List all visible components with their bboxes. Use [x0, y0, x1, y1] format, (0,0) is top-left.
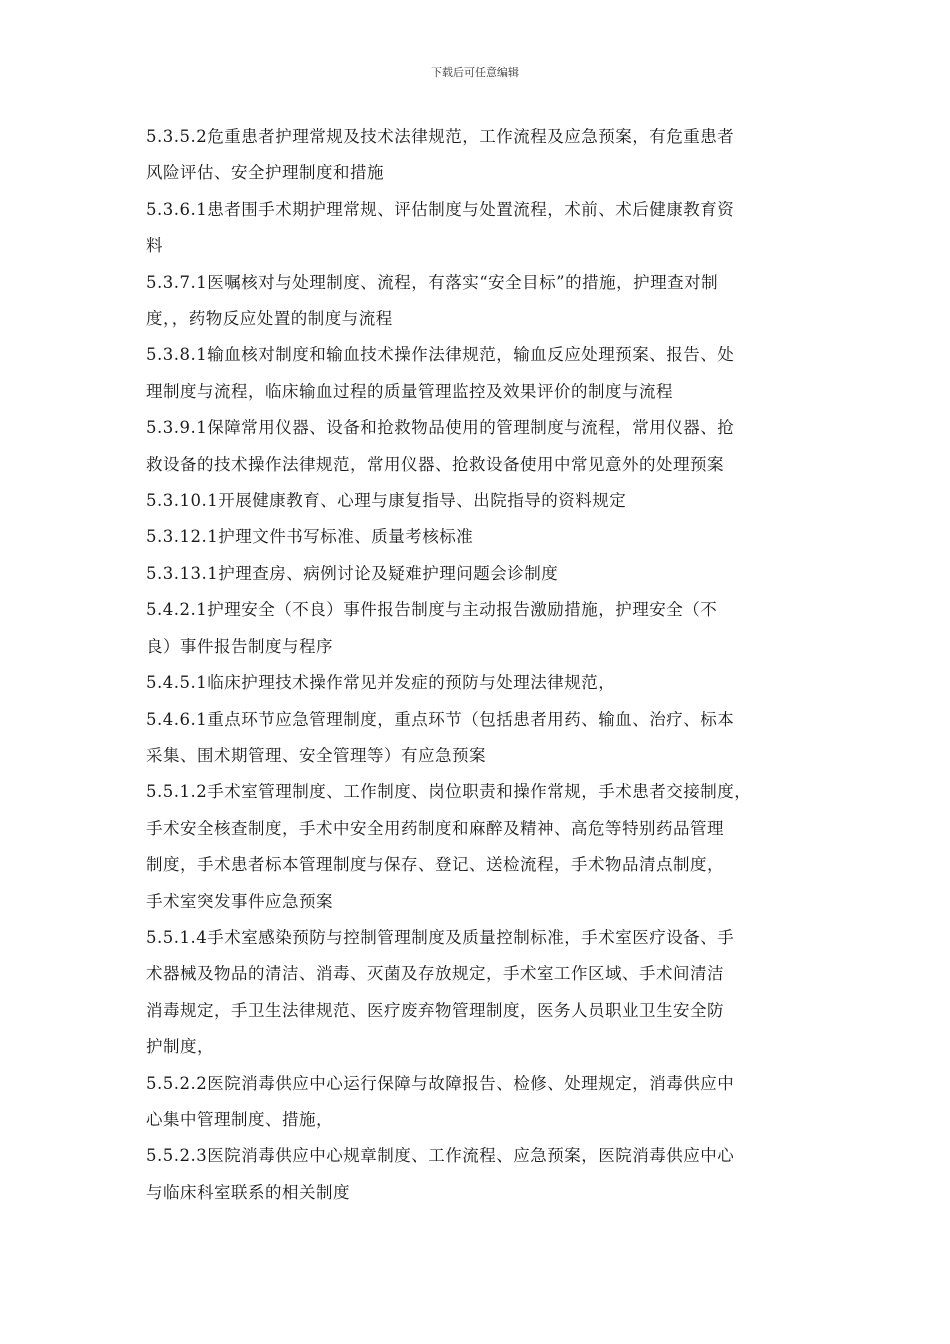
text-line: 手术安全核查制度，手术中安全用药制度和麻醉及精神、高危等特别药品管理	[146, 818, 724, 838]
clause-5-5-2-3	[146, 1138, 826, 1211]
text-line: 制度，手术患者标本管理制度与保存、登记、送检流程，手术物品清点制度，	[146, 855, 724, 875]
text-line: 料	[146, 236, 163, 256]
clause-5-3-5-2	[146, 119, 826, 192]
clause-5-4-2-1	[146, 592, 826, 665]
text-line: 5.3.12.1护理文件书写标准、质量考核标准	[146, 527, 474, 547]
clause-5-3-7-1	[146, 265, 826, 338]
text-line: 5.5.1.4手术室感染预防与控制管理制度及质量控制标准，手术室医疗设备、手	[146, 927, 735, 947]
text-line: 5.3.5.2危重患者护理常规及技术法律规范，工作流程及应急预案，有危重患者	[146, 127, 735, 146]
clause-5-3-6-1	[146, 192, 826, 265]
clause-5-3-9-1	[146, 410, 826, 483]
text-line: 消毒规定，手卫生法律规范、医疗废弃物管理制度，医务人员职业卫生安全防	[146, 1000, 724, 1020]
text-line: 5.5.1.2手术室管理制度、工作制度、岗位职责和操作常规，手术患者交接制度，	[146, 782, 752, 802]
text-line: 5.5.2.3医院消毒供应中心规章制度、工作流程、应急预案，医院消毒供应中心	[146, 1146, 735, 1166]
text-line: 5.4.5.1临床护理技术操作常见并发症的预防与处理法律规范，	[146, 673, 616, 693]
clause-5-5-1-2	[146, 774, 826, 920]
text-line: 救设备的技术操作法律规范，常用仪器、抢救设备使用中常见意外的处理预案	[146, 454, 724, 474]
clause-5-5-1-4	[146, 920, 826, 1066]
text-line: 5.3.6.1患者围手术期护理常规、评估制度与处置流程，术前、术后健康教育资	[146, 199, 735, 219]
text-line: 5.3.7.1医嘱核对与处理制度、流程，有落实“安全目标”的措施，护理查对制	[146, 272, 719, 292]
text-line: 5.4.2.1护理安全（不良）事件报告制度与主动报告激励措施，护理安全（不	[146, 600, 718, 620]
text-line: 心集中管理制度、措施，	[146, 1109, 333, 1129]
text-line: 与临床科室联系的相关制度	[146, 1182, 350, 1202]
text-line: 术器械及物品的清洁、消毒、灭菌及存放规定，手术室工作区域、手术间清洁	[146, 964, 724, 984]
text-line: 手术室突发事件应急预案	[146, 891, 333, 911]
clause-5-4-6-1	[146, 702, 826, 775]
clause-5-3-10-1	[146, 483, 826, 519]
text-line: 采集、围术期管理、安全管理等）有应急预案	[146, 745, 486, 765]
text-line: 5.4.6.1重点环节应急管理制度，重点环节（包括患者用药、输血、治疗、标本	[146, 709, 735, 729]
clause-5-3-12-1	[146, 519, 826, 555]
text-line: 护制度，	[146, 1037, 214, 1057]
text-line: 理制度与流程，临床输血过程的质量管理监控及效果评价的制度与流程	[146, 381, 673, 401]
document-body	[146, 119, 826, 1211]
clause-5-4-5-1	[146, 665, 826, 701]
text-line: 5.3.13.1护理查房、病例讨论及疑难护理问题会诊制度	[146, 563, 559, 583]
text-line: 5.3.8.1输血核对制度和输血技术操作法律规范，输血反应处理预案、报告、处	[146, 345, 735, 365]
text-line: 5.5.2.2医院消毒供应中心运行保障与故障报告、检修、处理规定，消毒供应中	[146, 1073, 735, 1093]
clause-5-5-2-2	[146, 1066, 826, 1139]
text-line: 5.3.10.1开展健康教育、心理与康复指导、出院指导的资料规定	[146, 491, 627, 511]
page-header: 下载后可任意编辑	[431, 66, 519, 79]
clause-5-3-13-1	[146, 556, 826, 592]
clause-5-3-8-1	[146, 337, 826, 410]
text-line: 风险评估、安全护理制度和措施	[146, 163, 384, 183]
text-line: 度，，药物反应处置的制度与流程	[146, 309, 393, 329]
text-line: 5.3.9.1保障常用仪器、设备和抢救物品使用的管理制度与流程，常用仪器、抢	[146, 418, 735, 438]
text-line: 良）事件报告制度与程序	[146, 636, 333, 656]
